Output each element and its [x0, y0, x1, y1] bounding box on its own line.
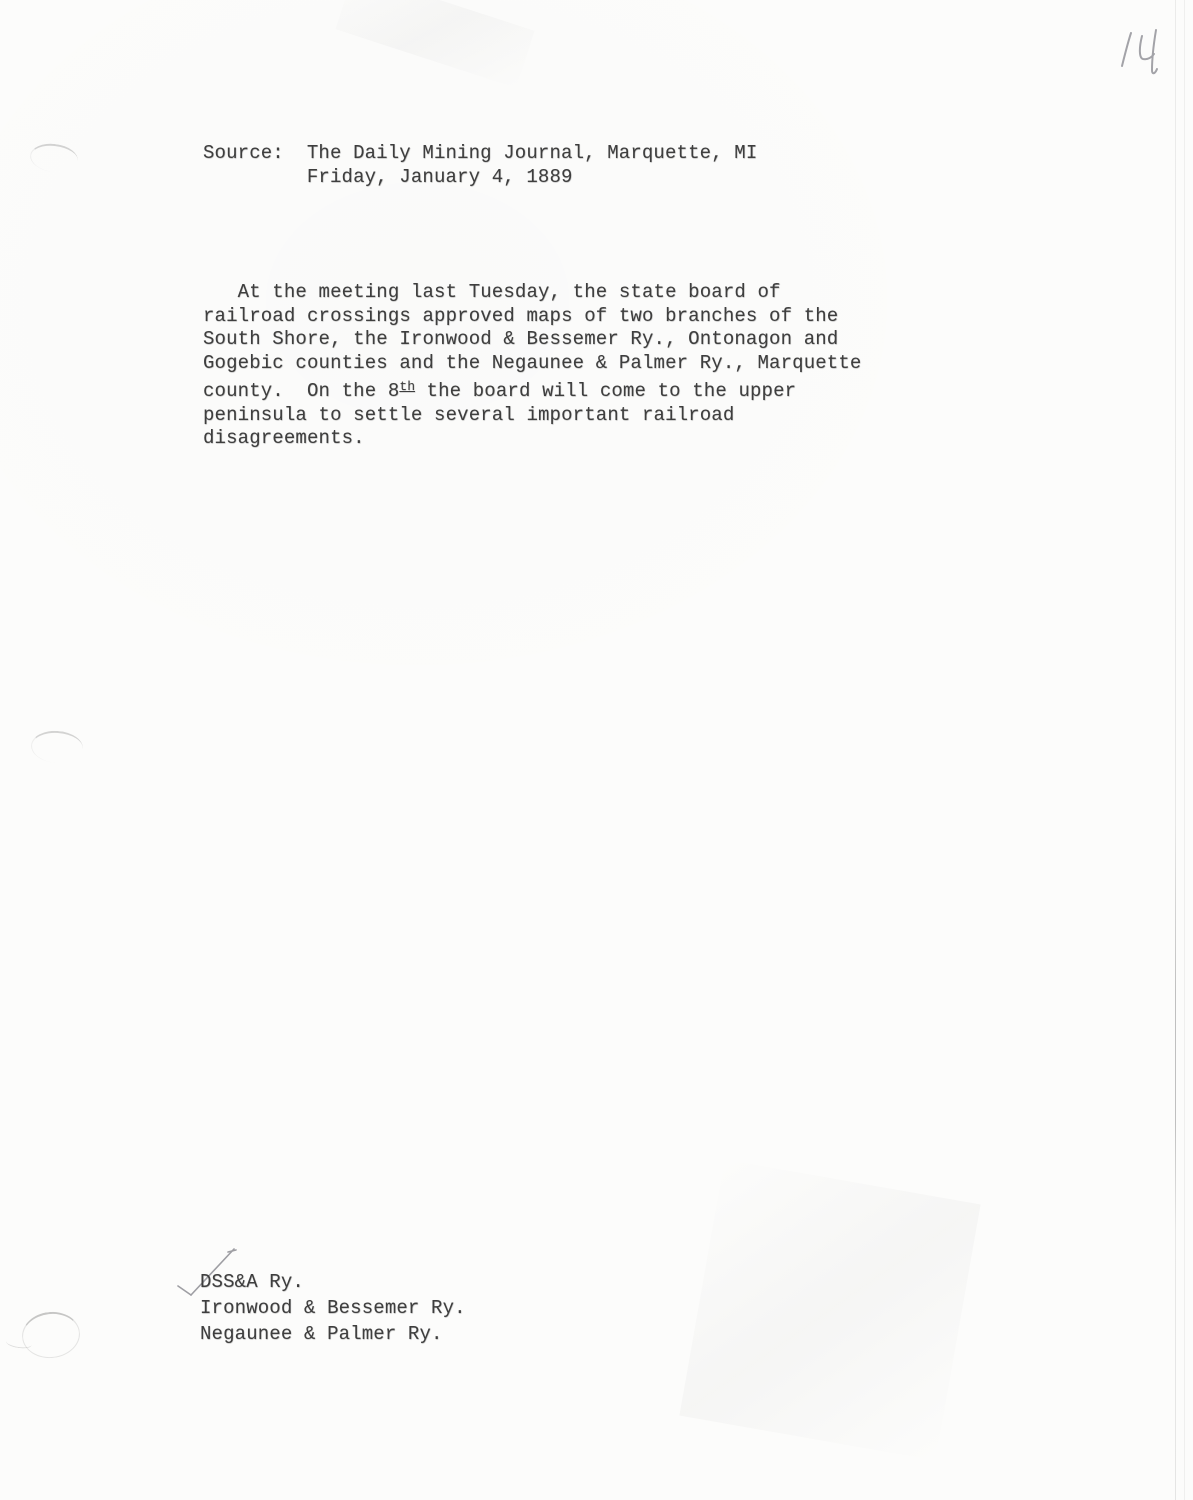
scan-smudge	[679, 1159, 980, 1460]
page-edge-scan-line	[1184, 0, 1185, 1500]
paragraph-line: disagreements.	[203, 427, 365, 449]
source-line-date: Friday, January 4, 1889	[306, 166, 573, 188]
paragraph-line: South Shore, the Ironwood & Bessemer Ry., Ontonagon and	[203, 328, 839, 350]
article-paragraph	[203, 281, 861, 451]
page-curl-artifact	[28, 141, 79, 175]
source-line-journal: The Daily Mining Journal, Marquette, MI	[306, 142, 758, 164]
ordinal-superscript: th	[399, 379, 415, 394]
handwritten-page-number-14	[1102, 14, 1174, 94]
source-label: Source:	[203, 142, 284, 164]
scan-smudge	[335, 0, 534, 88]
page-curl-artifact	[20, 1309, 82, 1361]
railway-item-dssa: DSS&A Ry.	[200, 1271, 304, 1293]
paragraph-line: peninsula to settle several important railroad	[203, 403, 735, 426]
railway-item-negaunee-palmer: Negaunee & Palmer Ry.	[200, 1323, 443, 1345]
paragraph-line: Gogebic counties and the Negaunee & Palmer Ry., Marquette	[203, 351, 862, 374]
paragraph-line	[203, 375, 861, 404]
paragraph-line: railroad crossings approved maps of two branches of the	[203, 304, 839, 327]
page-edge-scan-line	[1175, 0, 1176, 1500]
paragraph-line: At the meeting last Tuesday, the state board of	[203, 281, 781, 303]
source-lines	[307, 141, 758, 189]
source-citation	[203, 141, 757, 189]
paragraph-line-text: the board will come to the upper	[415, 380, 797, 402]
page-curl-artifact	[30, 729, 84, 765]
paragraph-line-text: county. On the 8	[203, 380, 400, 402]
railway-item-ironwood-bessemer: Ironwood & Bessemer Ry.	[200, 1297, 466, 1319]
railway-index-list	[200, 1269, 466, 1347]
